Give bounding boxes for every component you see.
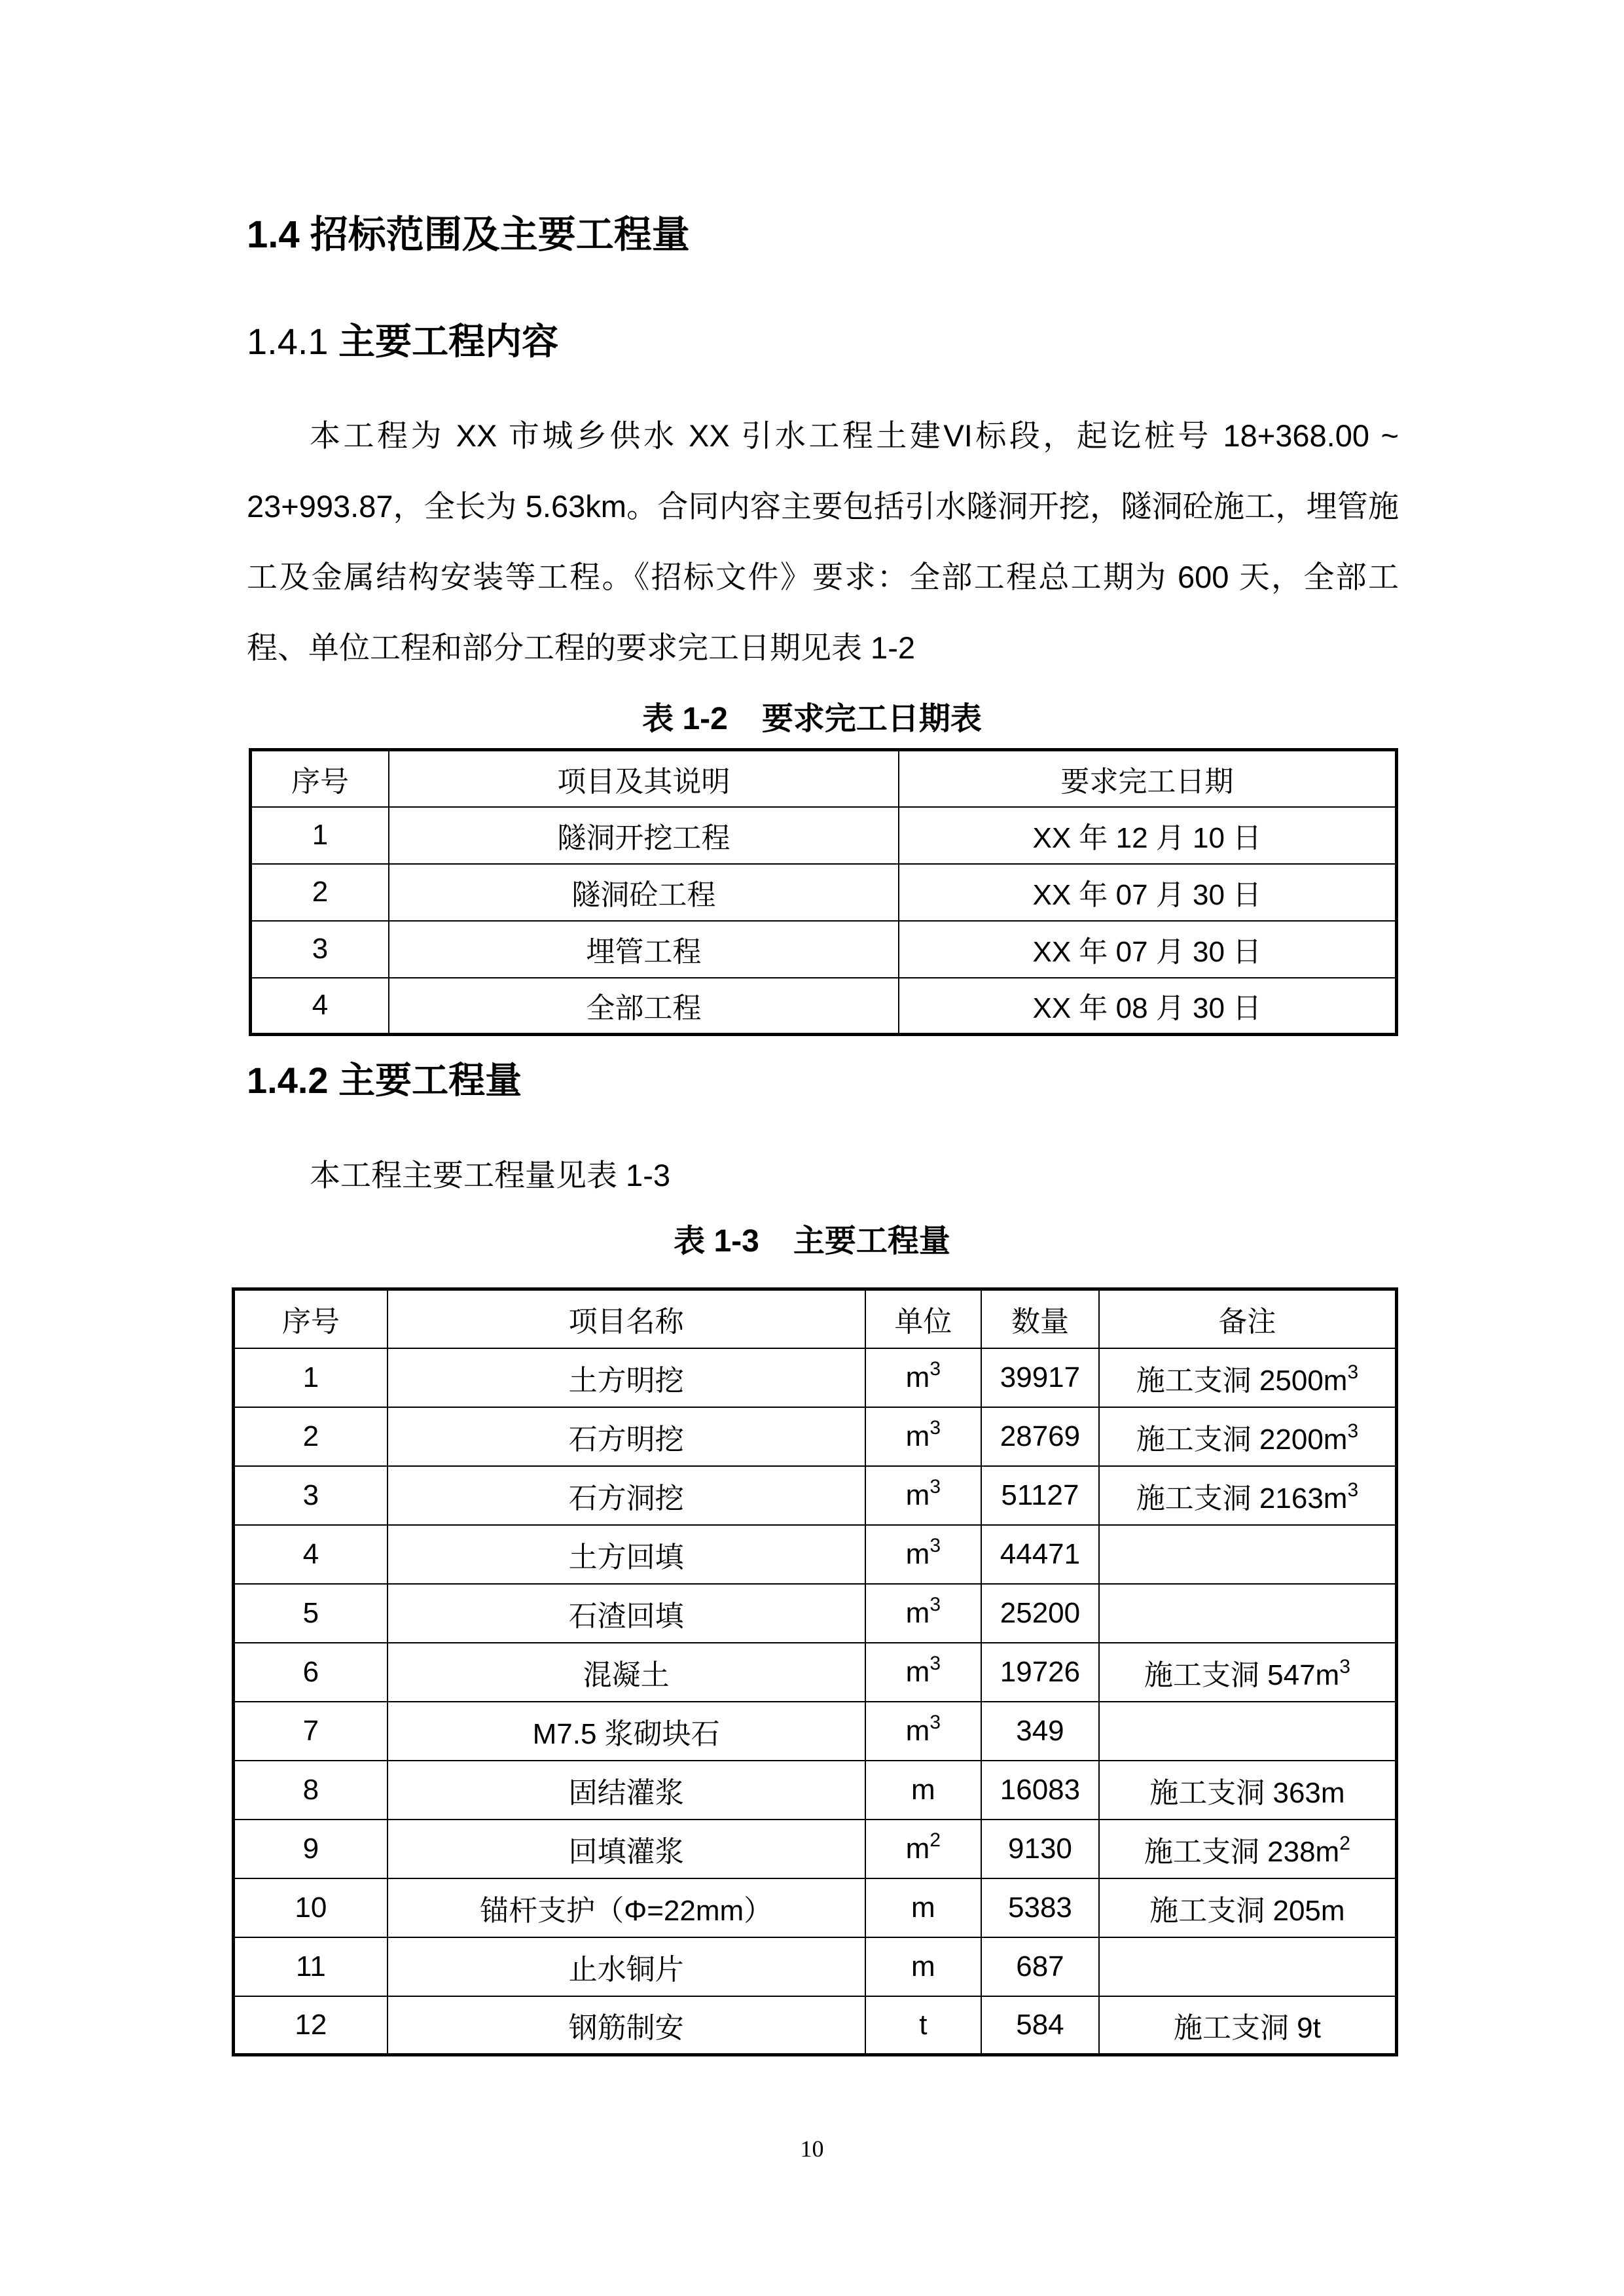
row-number-cell — [234, 1937, 388, 1996]
quantity-cell — [981, 1937, 1099, 1996]
row-number-cell — [234, 1407, 388, 1466]
table-row — [234, 1937, 1397, 1996]
item-name-cell-text: 土方明挖 — [568, 1364, 684, 1397]
header-cell: 单位 — [865, 1289, 981, 1348]
item-name-cell-text: 石方洞挖 — [568, 1482, 684, 1515]
unit-cell-text: m — [905, 1596, 930, 1629]
unit-cell-text: t — [919, 2008, 928, 2041]
row-number-cell-text: 11 — [295, 1950, 326, 1982]
unit-cell-superscript: 3 — [929, 1534, 941, 1556]
quantity-cell-text: 19726 — [1000, 1655, 1081, 1688]
table-row — [234, 1466, 1397, 1525]
header-cell: 序号 — [234, 1289, 388, 1348]
date-cell: XX 年 07 月 30 日 — [899, 921, 1397, 978]
row-number-cell-text: 1 — [302, 1361, 319, 1393]
note-cell-superscript: 3 — [1339, 1655, 1350, 1677]
unit-cell — [865, 1996, 981, 2055]
note-cell-superscript: 3 — [1347, 1479, 1359, 1501]
quantity-cell — [981, 1584, 1099, 1643]
row-number-cell: 4 — [251, 978, 389, 1035]
table-caption-completion-dates — [0, 704, 1624, 735]
item-name-cell — [388, 1761, 865, 1820]
note-cell — [1099, 1996, 1397, 2055]
item-name-cell — [388, 1996, 865, 2055]
page-number: 10 — [800, 2136, 824, 2162]
row-number-cell — [234, 1702, 388, 1761]
note-cell — [1099, 1937, 1397, 1996]
table-row — [234, 1702, 1397, 1761]
row-number-cell — [234, 1584, 388, 1643]
row-number-cell-text: 10 — [295, 1891, 327, 1924]
table-caption-quantities — [0, 1226, 1624, 1257]
item-name-cell-text: 钢筋制安 — [568, 2011, 684, 2044]
table-caption-title: 要求完工日期表 — [761, 702, 982, 736]
table-row — [234, 1996, 1397, 2055]
table-row — [234, 1584, 1397, 1643]
note-cell-superscript: 2 — [1339, 1832, 1350, 1854]
unit-cell-superscript: 3 — [929, 1652, 941, 1674]
row-number-cell — [234, 1996, 388, 2055]
date-cell: XX 年 08 月 30 日 — [899, 978, 1397, 1035]
quantity-cell-text: 16083 — [1000, 1773, 1081, 1806]
row-number-cell — [234, 1761, 388, 1820]
quantity-cell-text: 44471 — [1000, 1537, 1081, 1570]
unit-cell-text: m — [905, 1479, 930, 1511]
unit-cell-text: m — [905, 1655, 930, 1688]
unit-cell — [865, 1761, 981, 1820]
unit-cell — [865, 1407, 981, 1466]
row-number-cell-text: 2 — [302, 1420, 319, 1452]
item-name-cell — [388, 1525, 865, 1584]
section-heading: 1.4 招标范围及主要工程量 — [247, 213, 690, 256]
row-number-cell-text: 9 — [302, 1832, 319, 1865]
unit-cell-superscript: 3 — [929, 1593, 941, 1615]
item-name-cell — [388, 1466, 865, 1525]
row-number-cell-text: 8 — [302, 1773, 319, 1806]
table-caption-title: 主要工程量 — [793, 1224, 950, 1259]
note-cell — [1099, 1584, 1397, 1643]
quantity-cell — [981, 1761, 1099, 1820]
table-row — [234, 1348, 1397, 1407]
unit-cell-superscript: 3 — [929, 1416, 941, 1439]
note-cell-superscript: 3 — [1347, 1420, 1359, 1442]
date-cell: XX 年 07 月 30 日 — [899, 864, 1397, 921]
table-row — [234, 1525, 1397, 1584]
paragraph-project-scope: 本工程为 XX 市城乡供水 XX 引水工程土建VI标段，起讫桩号 18+368.00 ~ 23+993.87，全长为 5.63km。合同内容主要包括引水隧洞开挖，隧洞砼施工，埋管施工及金属结构安装等工程。《招标文件》要求：全部工程总工期为 600 天，全部工程、单位工程和部分工程的要求完工日期见表 1-2 — [247, 418, 1399, 665]
quantity-cell — [981, 1820, 1099, 1878]
note-cell-text: 施工支洞 205m — [1149, 1894, 1345, 1927]
unit-cell — [865, 1643, 981, 1702]
row-number-cell — [234, 1820, 388, 1878]
item-cell: 隧洞开挖工程 — [389, 807, 899, 864]
row-number-cell — [234, 1525, 388, 1584]
unit-cell-superscript: 3 — [929, 1711, 941, 1733]
note-cell-text: 施工支洞 2163m — [1136, 1482, 1348, 1515]
unit-cell-superscript: 3 — [929, 1475, 941, 1498]
item-cell: 全部工程 — [389, 978, 899, 1035]
item-name-cell-text: 回填灌浆 — [568, 1835, 684, 1868]
quantity-cell-text: 687 — [1016, 1950, 1064, 1982]
note-cell — [1099, 1643, 1397, 1702]
date-cell: XX 年 12 月 10 日 — [899, 807, 1397, 864]
unit-cell-superscript: 3 — [929, 1357, 941, 1380]
unit-cell — [865, 1525, 981, 1584]
row-number-cell — [234, 1466, 388, 1525]
item-name-cell — [388, 1407, 865, 1466]
item-cell: 隧洞砼工程 — [389, 864, 899, 921]
note-cell — [1099, 1525, 1397, 1584]
note-cell-text: 施工支洞 238m — [1144, 1835, 1340, 1868]
unit-cell-text: m — [905, 1537, 930, 1570]
table-row — [234, 1643, 1397, 1702]
note-cell-text: 施工支洞 2200m — [1136, 1423, 1348, 1456]
note-cell — [1099, 1466, 1397, 1525]
row-number-cell — [234, 1643, 388, 1702]
item-name-cell-text: 石方明挖 — [568, 1423, 684, 1456]
item-cell: 埋管工程 — [389, 921, 899, 978]
completion-dates-table — [249, 748, 1398, 1036]
quantity-cell-text: 5383 — [1008, 1891, 1072, 1924]
item-name-cell-text: M7.5 浆砌块石 — [532, 1717, 720, 1750]
table-row — [251, 864, 1397, 921]
quantity-cell-text: 25200 — [1000, 1596, 1081, 1629]
unit-cell — [865, 1584, 981, 1643]
quantity-cell — [981, 1466, 1099, 1525]
header-cell: 项目及其说明 — [389, 750, 899, 807]
table-row — [251, 921, 1397, 978]
note-cell-text: 施工支洞 547m — [1144, 1659, 1340, 1691]
unit-cell-superscript: 2 — [929, 1829, 941, 1851]
quantity-cell — [981, 1643, 1099, 1702]
unit-cell-text: m — [905, 1361, 930, 1393]
row-number-cell-text: 7 — [302, 1714, 319, 1747]
quantity-cell — [981, 1407, 1099, 1466]
unit-cell — [865, 1348, 981, 1407]
note-cell — [1099, 1878, 1397, 1937]
note-cell — [1099, 1407, 1397, 1466]
row-number-cell-text: 6 — [302, 1655, 319, 1688]
row-number-cell-text: 5 — [302, 1596, 319, 1629]
note-cell-text: 施工支洞 9t — [1173, 2011, 1321, 2044]
row-number-cell: 3 — [251, 921, 389, 978]
item-name-cell — [388, 1937, 865, 1996]
subsection-heading-quantities: 1.4.2 主要工程量 — [247, 1060, 522, 1101]
row-number-cell-text: 4 — [302, 1537, 319, 1570]
item-name-cell-text: 锚杆支护（Φ=22mm） — [480, 1894, 773, 1927]
table-row — [251, 978, 1397, 1035]
table-row — [234, 1878, 1397, 1937]
note-cell — [1099, 1348, 1397, 1407]
quantity-cell-text: 51127 — [1001, 1479, 1079, 1511]
quantity-cell-text: 28769 — [1000, 1420, 1081, 1452]
header-cell: 序号 — [251, 750, 389, 807]
unit-cell-text: m — [905, 1832, 930, 1865]
quantity-cell — [981, 1525, 1099, 1584]
table-row — [234, 1820, 1397, 1878]
quantity-cell-text: 349 — [1016, 1714, 1064, 1747]
unit-cell-text: m — [911, 1891, 935, 1924]
table-header-row — [251, 750, 1397, 807]
quantity-cell — [981, 1996, 1099, 2055]
note-cell — [1099, 1761, 1397, 1820]
row-number-cell-text: 3 — [302, 1479, 319, 1511]
unit-cell — [865, 1937, 981, 1996]
subsection-number: 1.4.1 — [247, 321, 329, 362]
item-name-cell — [388, 1820, 865, 1878]
row-number-cell-text: 12 — [295, 2008, 327, 2041]
item-name-cell-text: 止水铜片 — [568, 1953, 684, 1986]
row-number-cell: 1 — [251, 807, 389, 864]
quantity-cell-text: 584 — [1016, 2008, 1064, 2041]
table-caption-label: 表 1-2 — [642, 702, 728, 736]
subsection-heading-main-content — [247, 323, 558, 360]
note-cell — [1099, 1820, 1397, 1878]
unit-cell — [865, 1820, 981, 1878]
unit-cell-text: m — [911, 1950, 935, 1982]
paragraph-quantities-intro: 本工程主要工程量见表 1-3 — [310, 1158, 670, 1193]
subsection-title: 主要工程内容 — [338, 321, 559, 362]
table-row — [251, 807, 1397, 864]
quantities-table — [232, 1287, 1398, 2056]
item-name-cell — [388, 1584, 865, 1643]
header-cell: 要求完工日期 — [899, 750, 1397, 807]
unit-cell — [865, 1702, 981, 1761]
note-cell-text: 施工支洞 2500m — [1136, 1364, 1348, 1397]
unit-cell — [865, 1878, 981, 1937]
item-name-cell-text: 石渣回填 — [568, 1600, 684, 1632]
quantity-cell — [981, 1348, 1099, 1407]
quantity-cell-text: 9130 — [1008, 1832, 1072, 1865]
header-cell: 数量 — [981, 1289, 1099, 1348]
note-cell — [1099, 1702, 1397, 1761]
item-name-cell — [388, 1643, 865, 1702]
item-name-cell — [388, 1702, 865, 1761]
table-row — [234, 1761, 1397, 1820]
unit-cell-text: m — [905, 1420, 930, 1452]
quantity-cell — [981, 1878, 1099, 1937]
header-cell: 项目名称 — [388, 1289, 865, 1348]
note-cell-text: 施工支洞 363m — [1149, 1776, 1345, 1809]
item-name-cell-text: 土方回填 — [568, 1541, 684, 1573]
quantity-cell-text: 39917 — [1000, 1361, 1081, 1393]
unit-cell — [865, 1466, 981, 1525]
unit-cell-text: m — [905, 1714, 930, 1747]
item-name-cell — [388, 1878, 865, 1937]
quantity-cell — [981, 1702, 1099, 1761]
header-cell: 备注 — [1099, 1289, 1397, 1348]
row-number-cell — [234, 1878, 388, 1937]
table-caption-label: 表 1-3 — [674, 1224, 759, 1259]
item-name-cell-text: 固结灌浆 — [568, 1776, 684, 1809]
item-name-cell-text: 混凝土 — [583, 1659, 670, 1691]
row-number-cell: 2 — [251, 864, 389, 921]
row-number-cell — [234, 1348, 388, 1407]
unit-cell-text: m — [911, 1773, 935, 1806]
item-name-cell — [388, 1348, 865, 1407]
note-cell-superscript: 3 — [1347, 1361, 1359, 1383]
table-row — [234, 1407, 1397, 1466]
table-header-row — [234, 1289, 1397, 1348]
